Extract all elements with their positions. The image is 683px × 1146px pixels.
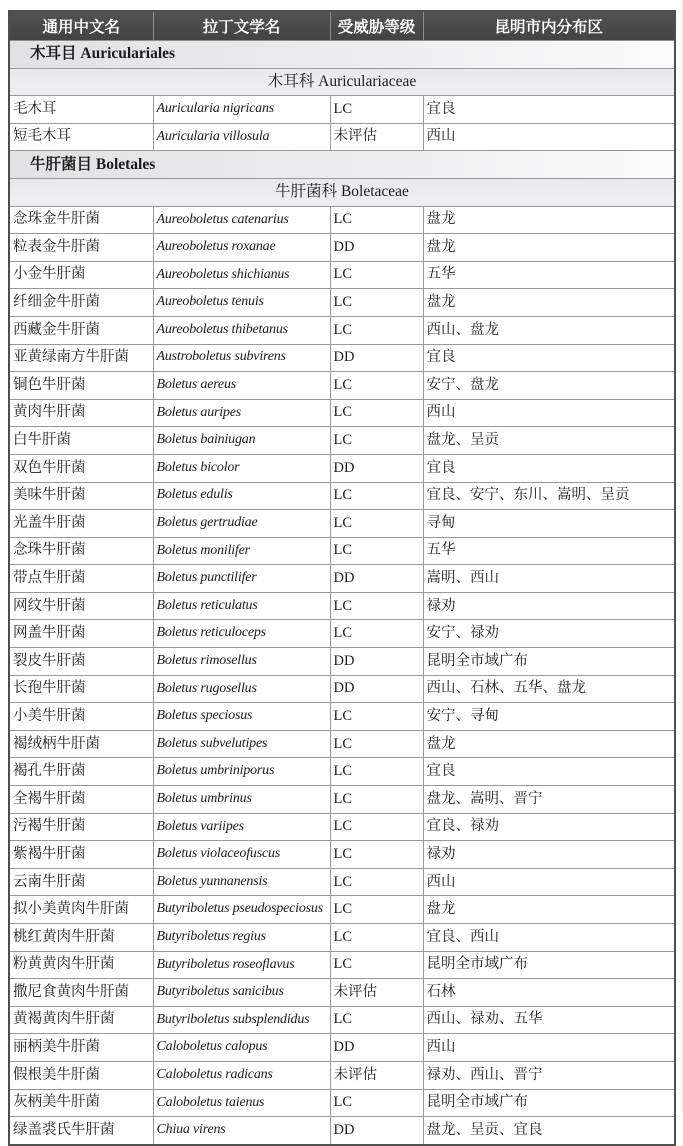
column-header-latin-name: 拉丁文学名 <box>153 11 330 41</box>
cell-distribution: 宜良 <box>423 454 675 482</box>
cell-chinese-name: 西藏金牛肝菌 <box>9 316 153 344</box>
cell-threat-status: 未评估 <box>330 123 423 151</box>
species-row <box>9 482 675 510</box>
cell-threat-status: DD <box>330 675 423 703</box>
cell-chinese-name: 全褐牛肝菌 <box>9 786 153 814</box>
species-row <box>9 234 675 262</box>
column-header-distribution: 昆明市内分布区 <box>423 11 675 41</box>
cell-latin-name: Boletus punctilifer <box>153 565 330 593</box>
cell-chinese-name: 带点牛肝菌 <box>9 565 153 593</box>
cell-latin-name: Boletus umbriniporus <box>153 758 330 786</box>
cell-latin-name: Butyriboletus roseoflavus <box>153 951 330 979</box>
species-row <box>9 1089 675 1117</box>
cell-distribution: 寻甸 <box>423 510 675 538</box>
cell-distribution: 安宁、寻甸 <box>423 703 675 731</box>
cell-latin-name: Auricularia villosula <box>153 123 330 151</box>
cell-latin-name: Boletus gertrudiae <box>153 510 330 538</box>
cell-chinese-name: 绿盖裘氏牛肝菌 <box>9 1117 153 1145</box>
cell-latin-name: Boletus auripes <box>153 399 330 427</box>
order-row <box>9 151 675 179</box>
cell-chinese-name: 白牛肝菌 <box>9 427 153 455</box>
species-row <box>9 786 675 814</box>
cell-chinese-name: 美味牛肝菌 <box>9 482 153 510</box>
cell-chinese-name: 粉黄黄肉牛肝菌 <box>9 951 153 979</box>
cell-chinese-name: 念珠金牛肝菌 <box>9 206 153 234</box>
cell-threat-status: DD <box>330 1034 423 1062</box>
family-row <box>9 68 675 96</box>
cell-latin-name: Boletus umbrinus <box>153 786 330 814</box>
cell-distribution: 宜良、禄劝 <box>423 813 675 841</box>
cell-distribution: 嵩明、西山 <box>423 565 675 593</box>
cell-distribution: 宜良 <box>423 344 675 372</box>
species-row <box>9 1117 675 1145</box>
species-row <box>9 537 675 565</box>
species-row <box>9 96 675 124</box>
cell-latin-name: Butyriboletus regius <box>153 924 330 952</box>
cell-latin-name: Boletus variipes <box>153 813 330 841</box>
cell-latin-name: Aureoboletus thibetanus <box>153 316 330 344</box>
cell-distribution: 盘龙、嵩明、晋宁 <box>423 786 675 814</box>
cell-distribution: 西山 <box>423 399 675 427</box>
cell-latin-name: Caloboletus radicans <box>153 1061 330 1089</box>
cell-chinese-name: 云南牛肝菌 <box>9 868 153 896</box>
order-name: 木耳目 Auriculariales <box>9 41 675 69</box>
cell-threat-status: LC <box>330 1006 423 1034</box>
cell-latin-name: Boletus reticuloceps <box>153 620 330 648</box>
cell-distribution: 五华 <box>423 537 675 565</box>
cell-chinese-name: 裂皮牛肝菌 <box>9 648 153 676</box>
cell-chinese-name: 黄褐黄肉牛肝菌 <box>9 1006 153 1034</box>
species-row <box>9 979 675 1007</box>
cell-latin-name: Boletus reticulatus <box>153 592 330 620</box>
cell-chinese-name: 网纹牛肝菌 <box>9 592 153 620</box>
cell-latin-name: Boletus monilifer <box>153 537 330 565</box>
cell-distribution: 昆明全市域广布 <box>423 951 675 979</box>
cell-latin-name: Aureoboletus shichianus <box>153 261 330 289</box>
cell-threat-status: LC <box>330 841 423 869</box>
cell-threat-status: LC <box>330 813 423 841</box>
cell-distribution: 西山、石林、五华、盘龙 <box>423 675 675 703</box>
cell-distribution: 安宁、禄劝 <box>423 620 675 648</box>
cell-chinese-name: 假根美牛肝菌 <box>9 1061 153 1089</box>
cell-threat-status: LC <box>330 510 423 538</box>
species-row <box>9 206 675 234</box>
cell-threat-status: DD <box>330 1117 423 1145</box>
cell-latin-name: Boletus rimosellus <box>153 648 330 676</box>
cell-chinese-name: 桃红黄肉牛肝菌 <box>9 924 153 952</box>
cell-threat-status: LC <box>330 1089 423 1117</box>
cell-chinese-name: 紫褐牛肝菌 <box>9 841 153 869</box>
species-row <box>9 1006 675 1034</box>
order-row <box>9 41 675 69</box>
cell-threat-status: DD <box>330 565 423 593</box>
cell-threat-status: LC <box>330 758 423 786</box>
cell-threat-status: LC <box>330 703 423 731</box>
cell-threat-status: LC <box>330 786 423 814</box>
cell-threat-status: LC <box>330 316 423 344</box>
cell-threat-status: LC <box>330 951 423 979</box>
cell-latin-name: Boletus edulis <box>153 482 330 510</box>
species-row <box>9 896 675 924</box>
species-row <box>9 454 675 482</box>
cell-chinese-name: 纤细金牛肝菌 <box>9 289 153 317</box>
cell-distribution: 昆明全市域广布 <box>423 648 675 676</box>
cell-chinese-name: 黄肉牛肝菌 <box>9 399 153 427</box>
cell-latin-name: Butyriboletus subsplendidus <box>153 1006 330 1034</box>
cell-latin-name: Caloboletus calopus <box>153 1034 330 1062</box>
cell-distribution: 宜良 <box>423 758 675 786</box>
species-row <box>9 261 675 289</box>
cell-latin-name: Boletus rugosellus <box>153 675 330 703</box>
cell-chinese-name: 光盖牛肝菌 <box>9 510 153 538</box>
cell-threat-status: LC <box>330 261 423 289</box>
cell-threat-status: LC <box>330 896 423 924</box>
cell-threat-status: LC <box>330 206 423 234</box>
cell-distribution: 昆明全市域广布 <box>423 1089 675 1117</box>
cell-chinese-name: 毛木耳 <box>9 96 153 124</box>
cell-threat-status: LC <box>330 427 423 455</box>
cell-distribution: 西山、盘龙 <box>423 316 675 344</box>
cell-threat-status: DD <box>330 454 423 482</box>
cell-threat-status: LC <box>330 372 423 400</box>
species-row <box>9 123 675 151</box>
cell-distribution: 安宁、盘龙 <box>423 372 675 400</box>
family-name: 牛肝菌科 Boletaceae <box>9 178 675 206</box>
species-row <box>9 813 675 841</box>
cell-chinese-name: 小金牛肝菌 <box>9 261 153 289</box>
species-row <box>9 565 675 593</box>
cell-distribution: 盘龙 <box>423 730 675 758</box>
cell-threat-status: LC <box>330 96 423 124</box>
cell-latin-name: Boletus bicolor <box>153 454 330 482</box>
cell-distribution: 西山 <box>423 868 675 896</box>
cell-chinese-name: 铜色牛肝菌 <box>9 372 153 400</box>
cell-distribution: 盘龙、呈贡、宜良 <box>423 1117 675 1145</box>
species-row <box>9 924 675 952</box>
species-row <box>9 510 675 538</box>
cell-threat-status: LC <box>330 620 423 648</box>
cell-threat-status: LC <box>330 399 423 427</box>
cell-chinese-name: 撒尼食黄肉牛肝菌 <box>9 979 153 1007</box>
cell-distribution: 盘龙 <box>423 234 675 262</box>
cell-latin-name: Aureoboletus roxanae <box>153 234 330 262</box>
cell-chinese-name: 长孢牛肝菌 <box>9 675 153 703</box>
species-row <box>9 703 675 731</box>
cell-chinese-name: 念珠牛肝菌 <box>9 537 153 565</box>
column-header-chinese-name: 通用中文名 <box>9 11 153 41</box>
cell-threat-status: LC <box>330 868 423 896</box>
species-row <box>9 1061 675 1089</box>
cell-latin-name: Aureoboletus tenuis <box>153 289 330 317</box>
cell-distribution: 五华 <box>423 261 675 289</box>
cell-chinese-name: 褐孔牛肝菌 <box>9 758 153 786</box>
cell-threat-status: LC <box>330 537 423 565</box>
family-row <box>9 178 675 206</box>
species-row <box>9 592 675 620</box>
cell-latin-name: Butyriboletus pseudospeciosus <box>153 896 330 924</box>
cell-distribution: 盘龙 <box>423 896 675 924</box>
cell-distribution: 禄劝 <box>423 841 675 869</box>
species-row <box>9 427 675 455</box>
species-row <box>9 648 675 676</box>
species-row <box>9 868 675 896</box>
cell-distribution: 西山 <box>423 1034 675 1062</box>
fungi-species-table <box>8 10 676 1146</box>
cell-latin-name: Boletus subvelutipes <box>153 730 330 758</box>
cell-threat-status: LC <box>330 924 423 952</box>
cell-distribution: 宜良 <box>423 96 675 124</box>
cell-latin-name: Austroboletus subvirens <box>153 344 330 372</box>
cell-chinese-name: 亚黄绿南方牛肝菌 <box>9 344 153 372</box>
species-row <box>9 316 675 344</box>
cell-latin-name: Boletus violaceofuscus <box>153 841 330 869</box>
order-name: 牛肝菌目 Boletales <box>9 151 675 179</box>
cell-latin-name: Auricularia nigricans <box>153 96 330 124</box>
species-row <box>9 730 675 758</box>
species-row <box>9 620 675 648</box>
cell-latin-name: Butyriboletus sanicibus <box>153 979 330 1007</box>
cell-distribution: 西山 <box>423 123 675 151</box>
cell-distribution: 盘龙 <box>423 206 675 234</box>
cell-latin-name: Boletus bainiugan <box>153 427 330 455</box>
cell-chinese-name: 双色牛肝菌 <box>9 454 153 482</box>
cell-distribution: 禄劝、西山、晋宁 <box>423 1061 675 1089</box>
cell-threat-status: 未评估 <box>330 979 423 1007</box>
species-row <box>9 758 675 786</box>
species-row <box>9 951 675 979</box>
cell-distribution: 宜良、安宁、东川、嵩明、呈贡 <box>423 482 675 510</box>
cell-distribution: 盘龙、呈贡 <box>423 427 675 455</box>
column-header-threat-status: 受威胁等级 <box>330 11 423 41</box>
cell-chinese-name: 网盖牛肝菌 <box>9 620 153 648</box>
cell-latin-name: Chiua virens <box>153 1117 330 1145</box>
cell-distribution: 盘龙 <box>423 289 675 317</box>
species-row <box>9 841 675 869</box>
cell-distribution: 禄劝 <box>423 592 675 620</box>
cell-chinese-name: 灰柄美牛肝菌 <box>9 1089 153 1117</box>
species-row <box>9 675 675 703</box>
cell-distribution: 宜良、西山 <box>423 924 675 952</box>
cell-threat-status: DD <box>330 344 423 372</box>
cell-distribution: 西山、禄劝、五华 <box>423 1006 675 1034</box>
cell-latin-name: Boletus yunnanensis <box>153 868 330 896</box>
cell-threat-status: LC <box>330 289 423 317</box>
cell-threat-status: LC <box>330 482 423 510</box>
cell-chinese-name: 丽柄美牛肝菌 <box>9 1034 153 1062</box>
species-row <box>9 289 675 317</box>
cell-chinese-name: 褐绒柄牛肝菌 <box>9 730 153 758</box>
species-row <box>9 372 675 400</box>
species-row <box>9 399 675 427</box>
family-name: 木耳科 Auriculariaceae <box>9 68 675 96</box>
cell-threat-status: DD <box>330 648 423 676</box>
cell-chinese-name: 拟小美黄肉牛肝菌 <box>9 896 153 924</box>
species-row <box>9 344 675 372</box>
cell-chinese-name: 粒表金牛肝菌 <box>9 234 153 262</box>
cell-chinese-name: 小美牛肝菌 <box>9 703 153 731</box>
cell-threat-status: 未评估 <box>330 1061 423 1089</box>
cell-chinese-name: 短毛木耳 <box>9 123 153 151</box>
table-header-row <box>9 11 675 41</box>
cell-chinese-name: 污褐牛肝菌 <box>9 813 153 841</box>
cell-latin-name: Caloboletus taienus <box>153 1089 330 1117</box>
cell-threat-status: LC <box>330 592 423 620</box>
cell-distribution: 石林 <box>423 979 675 1007</box>
cell-latin-name: Boletus speciosus <box>153 703 330 731</box>
cell-threat-status: LC <box>330 730 423 758</box>
cell-latin-name: Aureoboletus catenarius <box>153 206 330 234</box>
cell-latin-name: Boletus aereus <box>153 372 330 400</box>
species-row <box>9 1034 675 1062</box>
cell-threat-status: DD <box>330 234 423 262</box>
